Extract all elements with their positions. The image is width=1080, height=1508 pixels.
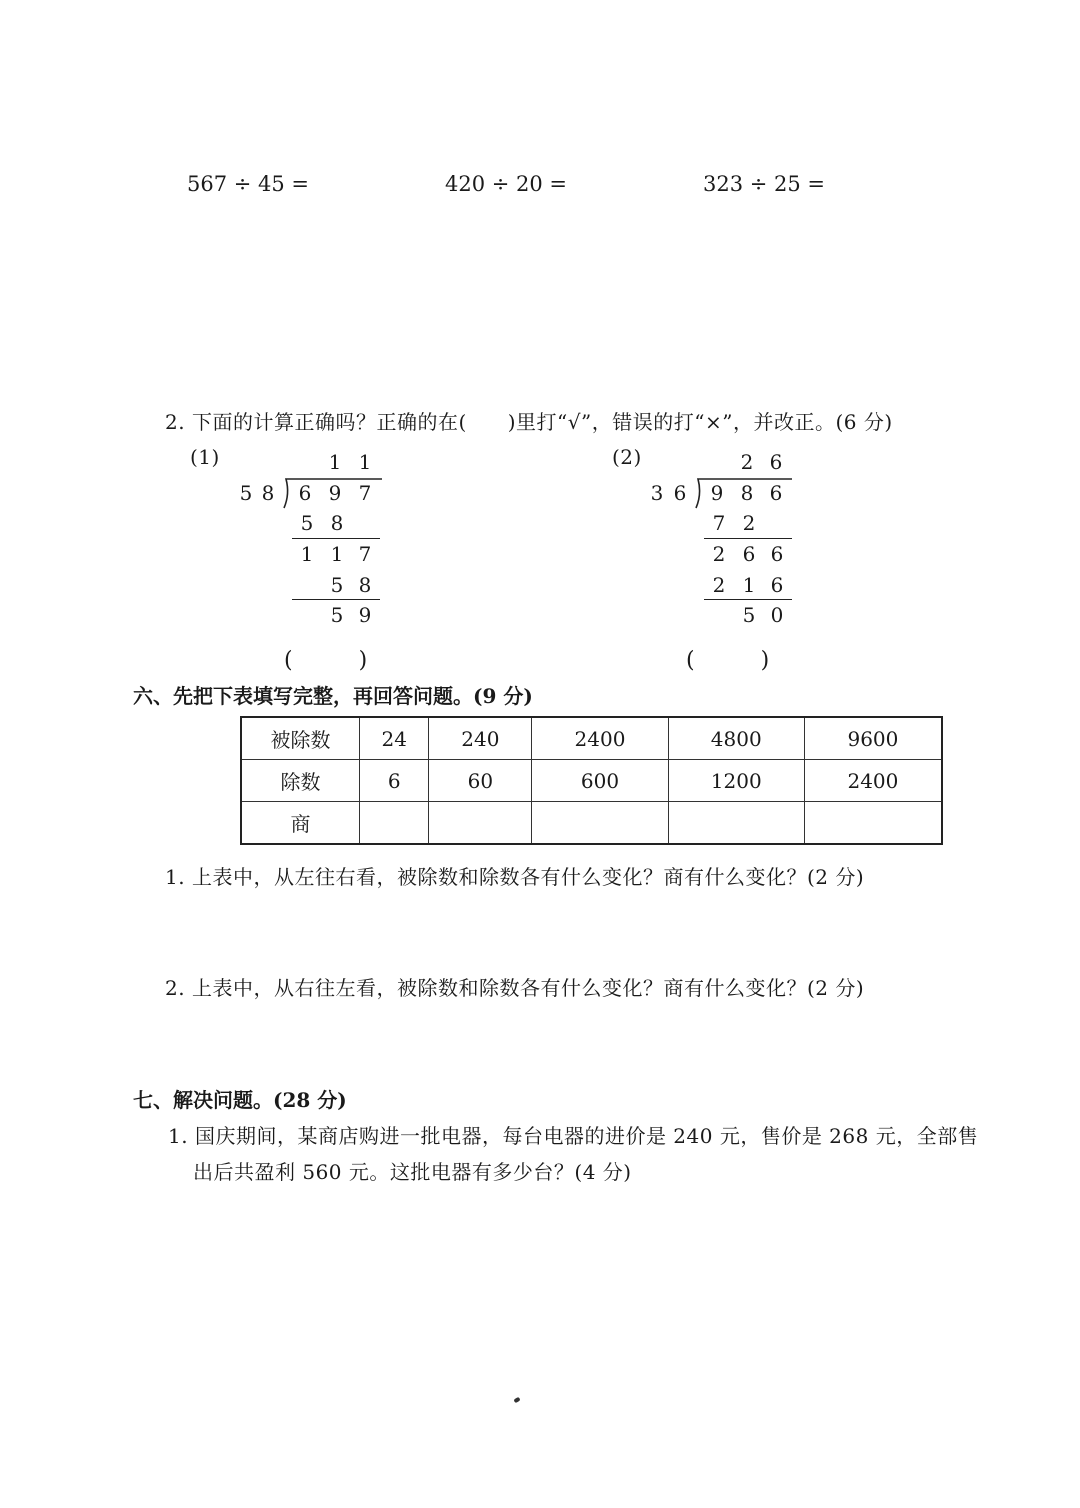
row-label: 商 bbox=[241, 802, 360, 845]
quotient-digit: 6 bbox=[769, 450, 783, 474]
answer-parentheses-1[interactable]: ( ) bbox=[284, 648, 368, 673]
equation-3: 323 ÷ 25 = bbox=[703, 172, 826, 196]
table-cell: 60 bbox=[429, 760, 532, 802]
table-row-divisor bbox=[241, 760, 942, 802]
equation-1: 567 ÷ 45 = bbox=[187, 172, 310, 196]
product-digit: 5 bbox=[330, 573, 344, 597]
question-check-calculation: 2. 下面的计算正确吗？正确的在( )里打“√”，错误的打“×”，并改正。(6 分) bbox=[165, 410, 893, 434]
table-cell: 9600 bbox=[804, 717, 942, 760]
remainder-digit: 6 bbox=[770, 542, 784, 566]
divisor-digit: 8 bbox=[261, 481, 275, 505]
ink-mark bbox=[513, 1397, 520, 1403]
dividend-digit: 6 bbox=[769, 481, 783, 505]
dividend-digit: 6 bbox=[298, 481, 312, 505]
quotient-digit: 1 bbox=[358, 450, 372, 474]
section-6-question-2: 2. 上表中，从右往左看，被除数和除数各有什么变化？商有什么变化？(2 分) bbox=[165, 976, 865, 1000]
subtraction-line bbox=[704, 599, 792, 600]
subtraction-line bbox=[292, 599, 380, 600]
answer-parentheses-2[interactable]: ( ) bbox=[686, 648, 770, 673]
divisor-digit: 6 bbox=[673, 481, 687, 505]
remainder-digit: 5 bbox=[742, 603, 756, 627]
product-digit: 8 bbox=[358, 573, 372, 597]
table-cell: 2400 bbox=[532, 717, 668, 760]
quotient-input-cell[interactable] bbox=[429, 802, 532, 845]
remainder-digit: 5 bbox=[330, 603, 344, 627]
problem-label-2: (2) bbox=[612, 445, 642, 469]
quotient-digit: 1 bbox=[328, 450, 342, 474]
table-cell: 1200 bbox=[668, 760, 804, 802]
dividend-digit: 8 bbox=[740, 481, 754, 505]
quotient-digit: 2 bbox=[740, 450, 754, 474]
section-7-title: 七、解决问题。(28 分) bbox=[133, 1088, 347, 1112]
divisor-digit: 5 bbox=[239, 481, 253, 505]
remainder-digit: 2 bbox=[712, 542, 726, 566]
product-digit: 6 bbox=[770, 573, 784, 597]
product-digit: 2 bbox=[742, 511, 756, 535]
table-cell: 4800 bbox=[668, 717, 804, 760]
remainder-digit: 1 bbox=[330, 542, 344, 566]
row-label: 被除数 bbox=[241, 717, 360, 760]
quotient-input-cell[interactable] bbox=[668, 802, 804, 845]
quotient-input-cell[interactable] bbox=[804, 802, 942, 845]
product-digit: 1 bbox=[742, 573, 756, 597]
remainder-digit: 9 bbox=[358, 603, 372, 627]
dividend-digit: 9 bbox=[328, 481, 342, 505]
remainder-digit: 6 bbox=[742, 542, 756, 566]
table-cell: 24 bbox=[360, 717, 429, 760]
product-digit: 5 bbox=[300, 511, 314, 535]
remainder-digit: 0 bbox=[770, 603, 784, 627]
table-row-quotient bbox=[241, 802, 942, 845]
table-cell: 240 bbox=[429, 717, 532, 760]
table-cell: 6 bbox=[360, 760, 429, 802]
remainder-digit: 1 bbox=[300, 542, 314, 566]
remainder-digit: 7 bbox=[358, 542, 372, 566]
product-digit: 8 bbox=[330, 511, 344, 535]
section-7-question-1-line-1: 1. 国庆期间，某商店购进一批电器，每台电器的进价是 240 元，售价是 268 元，全部售 bbox=[168, 1124, 979, 1148]
subtraction-line bbox=[704, 538, 792, 539]
table-row-dividend bbox=[241, 717, 942, 760]
quotient-input-cell[interactable] bbox=[532, 802, 668, 845]
section-6-question-1: 1. 上表中，从左往右看，被除数和除数各有什么变化？商有什么变化？(2 分) bbox=[165, 865, 865, 889]
product-digit: 2 bbox=[712, 573, 726, 597]
equation-2: 420 ÷ 20 = bbox=[445, 172, 568, 196]
subtraction-line bbox=[292, 538, 380, 539]
section-7-question-1-line-2: 出后共盈利 560 元。这批电器有多少台？(4 分) bbox=[193, 1160, 632, 1184]
table-cell: 600 bbox=[532, 760, 668, 802]
row-label: 除数 bbox=[241, 760, 360, 802]
section-6-title: 六、先把下表填写完整，再回答问题。(9 分) bbox=[133, 684, 533, 708]
dividend-digit: 7 bbox=[358, 481, 372, 505]
division-table bbox=[240, 716, 943, 845]
problem-label-1: (1) bbox=[190, 445, 220, 469]
table-cell: 2400 bbox=[804, 760, 942, 802]
divisor-digit: 3 bbox=[650, 481, 664, 505]
dividend-digit: 9 bbox=[710, 481, 724, 505]
product-digit: 7 bbox=[712, 511, 726, 535]
quotient-input-cell[interactable] bbox=[360, 802, 429, 845]
